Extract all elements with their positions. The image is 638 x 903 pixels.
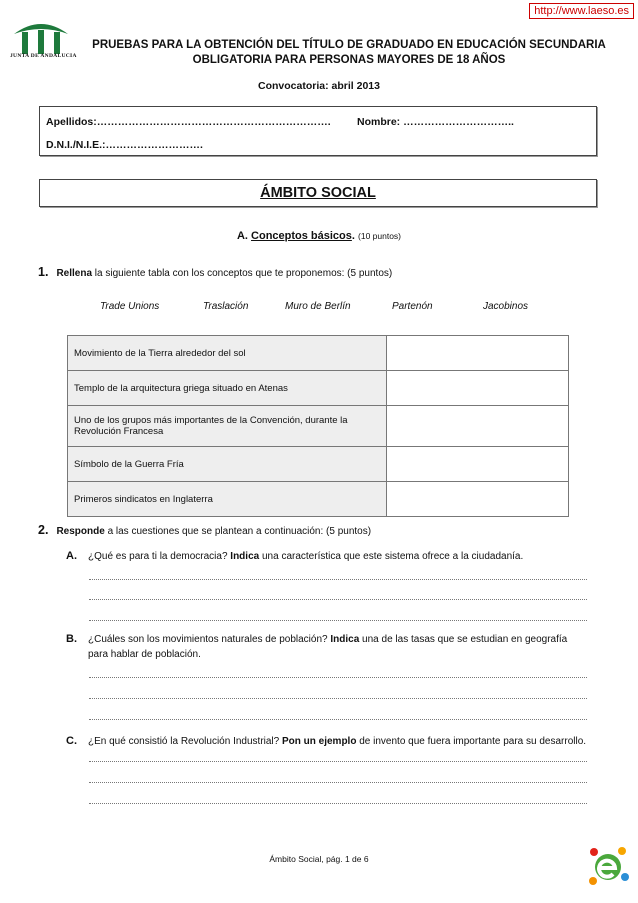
concept-item: Traslación (203, 301, 249, 312)
concept-item: Muro de Berlín (285, 301, 351, 312)
question-2a-pre: ¿Qué es para ti la democracia? (88, 551, 228, 562)
question-2-number: 2. (38, 523, 49, 537)
answer-cell[interactable] (387, 371, 569, 406)
answer-line[interactable] (89, 698, 587, 699)
question-2a-bold: Indica (230, 551, 260, 562)
question-2b-pre: ¿Cuáles son los movimientos naturales de población? (88, 634, 328, 645)
question-2a-letter: A. (66, 550, 77, 562)
table-row (68, 371, 569, 406)
dni-field[interactable]: D.N.I./N.I.E.:………………………. (46, 139, 203, 151)
header-line-2: OBLIGATORIA PARA PERSONAS MAYORES DE 18 AÑOS (192, 54, 506, 66)
table-row (68, 447, 569, 482)
section-a-prefix: A. (236, 230, 248, 242)
question-2b (66, 632, 588, 662)
answer-line[interactable] (89, 761, 587, 762)
concept-item: Trade Unions (100, 301, 160, 312)
definition-cell: Movimiento de la Tierra alrededor del sol (68, 336, 387, 371)
question-2-verb: Responde (56, 526, 105, 537)
apellidos-field[interactable]: Apellidos:…………………………………………………………. (46, 116, 331, 128)
concept-item: Partenón (392, 301, 433, 312)
exam-header (75, 38, 623, 68)
definition-cell: Uno de los grupos más importantes de la Convención, durante la Revolución Francesa (68, 406, 387, 447)
question-2c (66, 734, 588, 749)
question-2 (38, 523, 371, 537)
question-2b-post: una de las tasas que se estudian en geografía para hablar de población. (88, 634, 568, 660)
question-1 (38, 265, 392, 279)
logo-text: JUNTA DE ANDALUCIA (10, 53, 77, 59)
question-2a-post: una característica que este sistema ofrece a la ciudadanía. (261, 551, 524, 562)
question-2c-letter: C. (66, 735, 77, 747)
question-2c-post: de invento que fuera importante para su desarrollo. (359, 736, 587, 747)
definition-cell: Templo de la arquitectura griega situado en Atenas (68, 371, 387, 406)
table-row (68, 482, 569, 517)
section-a-dot: . (351, 230, 355, 242)
answer-cell[interactable] (387, 482, 569, 517)
question-2b-letter: B. (66, 633, 77, 645)
definition-cell: Primeros sindicatos en Inglaterra (68, 482, 387, 517)
convocatoria: Convocatoria: abril 2013 (258, 80, 380, 92)
answer-line[interactable] (89, 677, 587, 678)
concepts-table (67, 335, 569, 517)
question-2-text: a las cuestiones que se plantean a continuación: (5 puntos) (107, 526, 372, 537)
answer-cell[interactable] (387, 336, 569, 371)
question-1-text: la siguiente tabla con los conceptos que te proponemos: (5 puntos) (94, 268, 393, 279)
section-a-title: Conceptos básicos (251, 230, 352, 242)
student-id-box (39, 106, 597, 156)
table-row (68, 336, 569, 371)
answer-line[interactable] (89, 719, 587, 720)
page-title: ÁMBITO SOCIAL (39, 179, 597, 207)
header-line-1: PRUEBAS PARA LA OBTENCIÓN DEL TÍTULO DE GRADUADO EN EDUCACIÓN SECUNDARIA (92, 39, 606, 51)
section-a-points: (10 puntos) (358, 231, 402, 241)
question-2a (66, 549, 588, 564)
answer-line[interactable] (89, 620, 587, 621)
concept-item: Jacobinos (483, 301, 529, 312)
question-1-number: 1. (38, 265, 49, 279)
answer-line[interactable] (89, 803, 587, 804)
definition-cell: Símbolo de la Guerra Fría (68, 447, 387, 482)
url-badge[interactable]: http://www.laeso.es (529, 3, 634, 19)
page-footer: Ámbito Social, pág. 1 de 6 (269, 854, 369, 864)
education-logo-icon (585, 843, 631, 889)
question-1-verb: Rellena (56, 268, 93, 279)
nombre-field[interactable]: Nombre: ………………………….. (357, 116, 514, 128)
answer-line[interactable] (89, 579, 587, 580)
answer-line[interactable] (89, 782, 587, 783)
answer-cell[interactable] (387, 406, 569, 447)
table-row (68, 406, 569, 447)
section-a-heading (0, 230, 638, 242)
question-2b-bold: Indica (330, 634, 360, 645)
question-2c-bold: Pon un ejemplo (282, 736, 357, 747)
answer-line[interactable] (89, 599, 587, 600)
answer-cell[interactable] (387, 447, 569, 482)
question-2c-pre: ¿En qué consistió la Revolución Industrial? (88, 736, 280, 747)
